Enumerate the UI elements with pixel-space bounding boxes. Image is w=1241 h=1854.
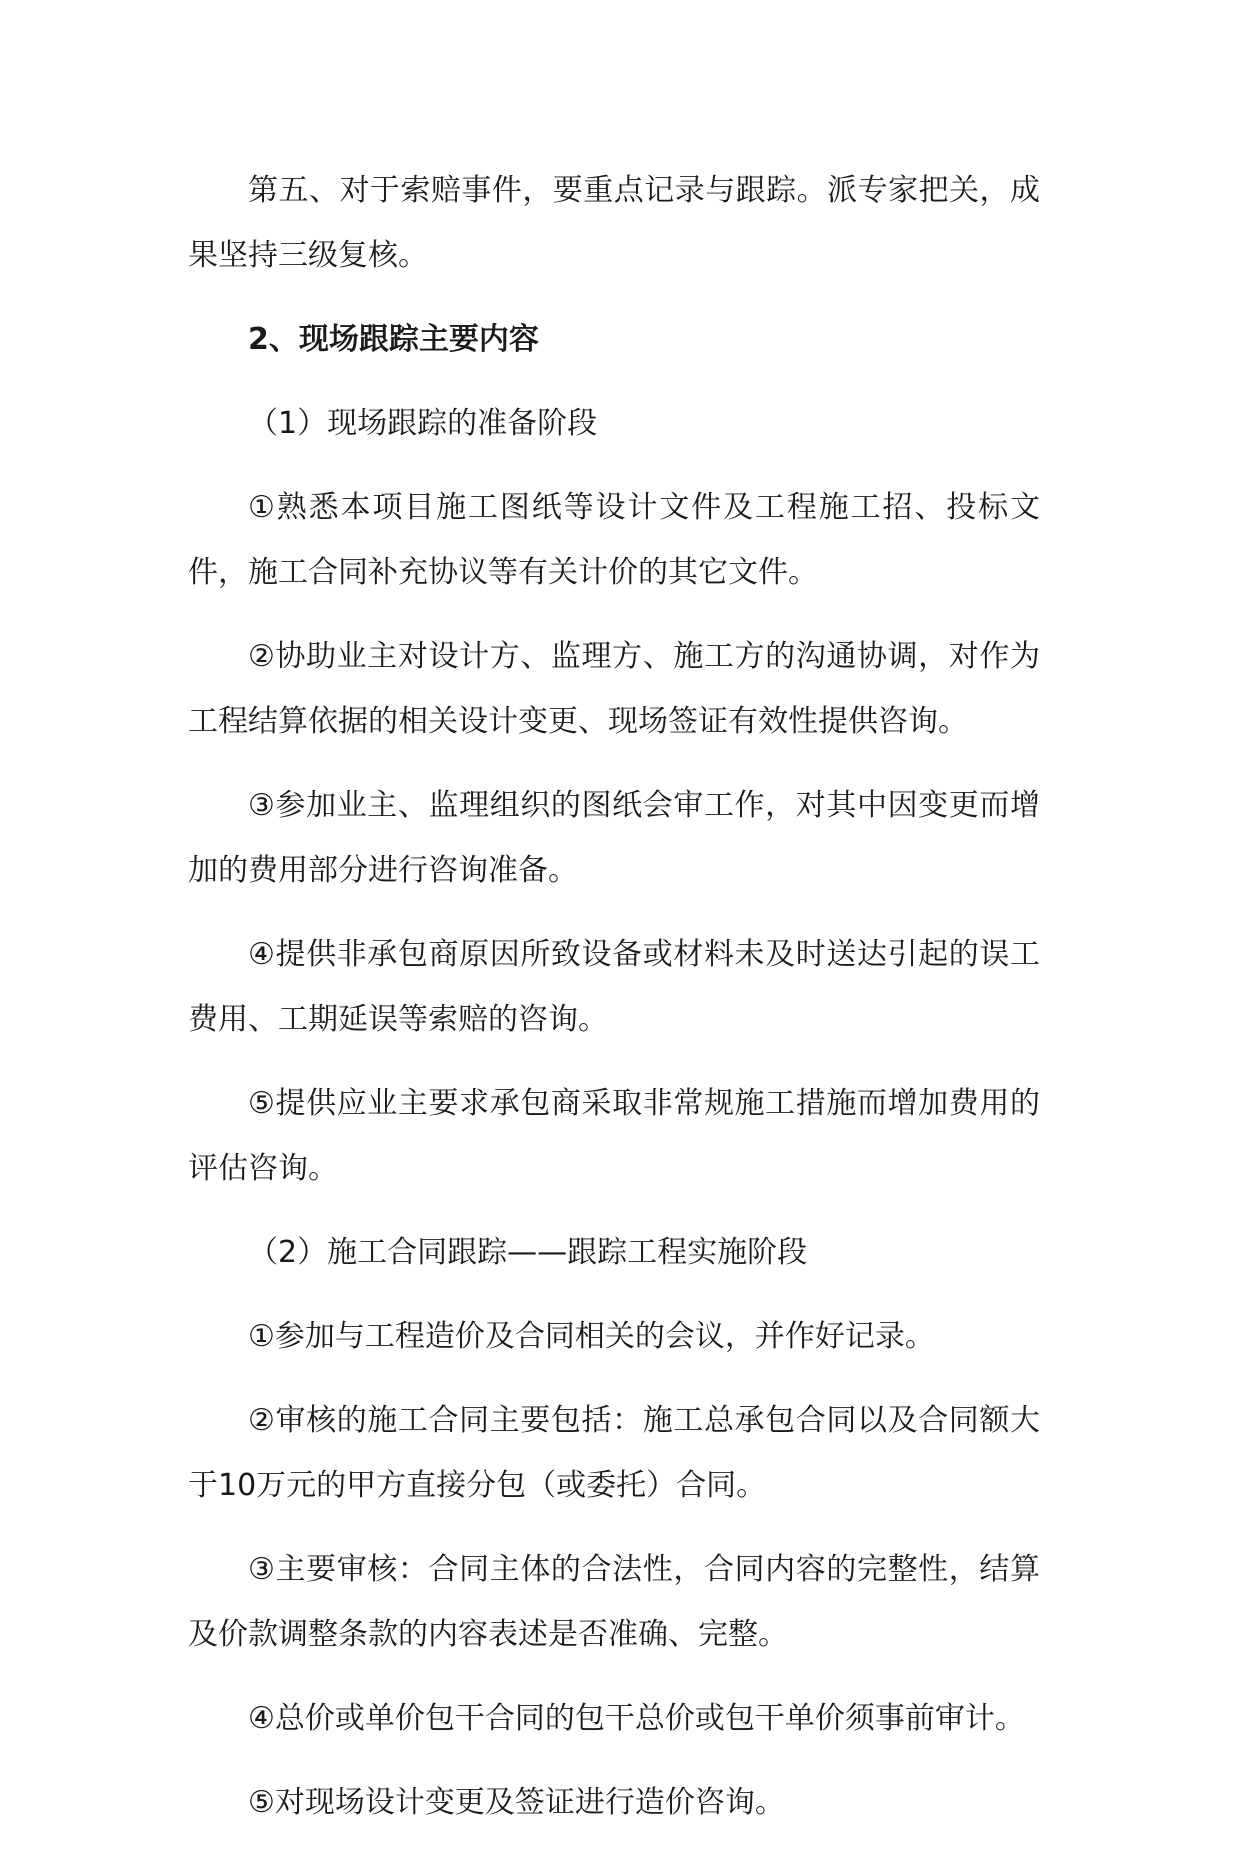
list-item-prep-5: ⑤提供应业主要求承包商采取非常规施工措施而增加费用的评估咨询。 (188, 1086, 1040, 1186)
section-heading-site-tracking: 2、现场跟踪主要内容 (248, 322, 539, 357)
subheading-preparation-stage: （1）现场跟踪的准备阶段 (248, 406, 598, 441)
list-item-contract-3: ③主要审核：合同主体的合法性，合同内容的完整性，结算及价款调整条款的内容表述是否准确、完整。 (188, 1552, 1040, 1652)
list-item-prep-4: ④提供非承包商原因所致设备或材料未及时送达引起的误工费用、工期延误等索赔的咨询。 (188, 937, 1040, 1037)
list-item-prep-2: ②协助业主对设计方、监理方、施工方的沟通协调，对作为工程结算依据的相关设计变更、现场签证有效性提供咨询。 (188, 639, 1040, 739)
list-item-prep-1: ①熟悉本项目施工图纸等设计文件及工程施工招、投标文件，施工合同补充协议等有关计价的其它文件。 (188, 490, 1040, 590)
list-item-prep-3: ③参加业主、监理组织的图纸会审工作，对其中因变更而增加的费用部分进行咨询准备。 (188, 788, 1040, 888)
list-item-contract-5: ⑤对现场设计变更及签证进行造价咨询。 (248, 1785, 785, 1820)
document-body (188, 158, 1040, 1854)
subheading-contract-tracking: （2）施工合同跟踪——跟踪工程实施阶段 (248, 1235, 808, 1270)
list-item-contract-2: ②审核的施工合同主要包括：施工总承包合同以及合同额大于10万元的甲方直接分包（或委托）合同。 (188, 1403, 1040, 1503)
list-item-contract-4: ④总价或单价包干合同的包干总价或包干单价须事前审计。 (248, 1701, 1025, 1736)
paragraph-claims-review: 第五、对于索赔事件，要重点记录与跟踪。派专家把关，成果坚持三级复核。 (188, 173, 1040, 273)
list-item-contract-1: ①参加与工程造价及合同相关的会议，并作好记录。 (248, 1319, 935, 1354)
